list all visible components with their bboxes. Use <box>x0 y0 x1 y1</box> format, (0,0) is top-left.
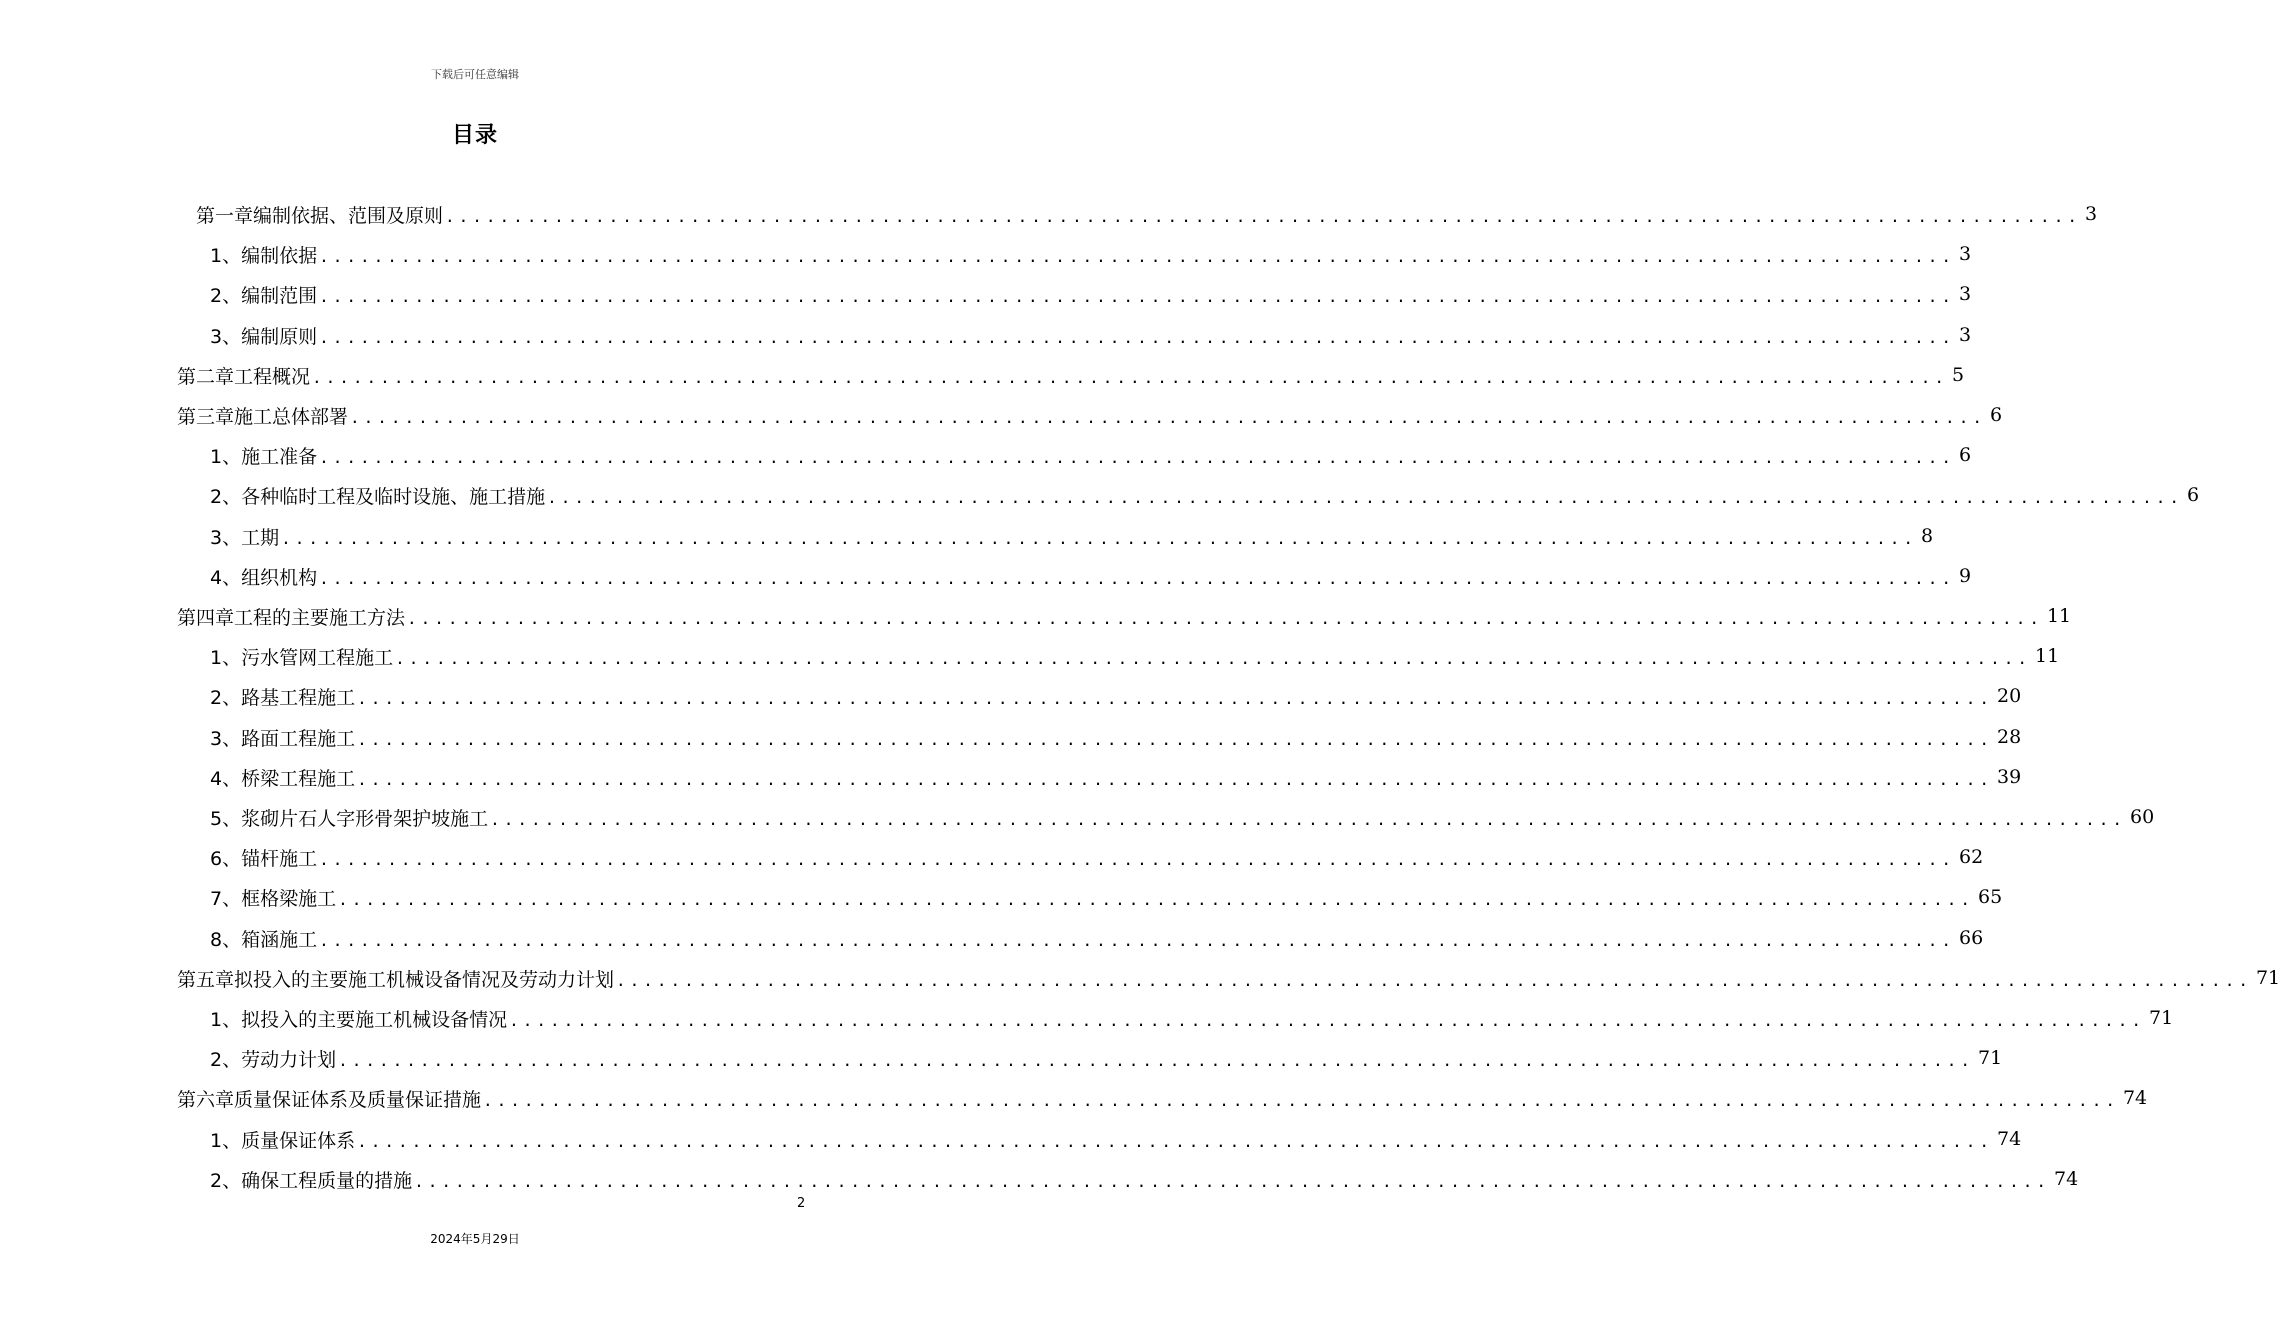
toc-entry-label: 5、浆砌片石人字形骨架护坡施工 <box>210 807 489 830</box>
toc-dot-leader: ........................................................................................................................ <box>483 1091 2119 1110</box>
toc-section-entry[interactable] <box>210 757 2022 797</box>
toc-entry-label: 3、工期 <box>210 526 280 549</box>
toc-dot-leader: ........................................................................................................................ <box>490 810 2127 829</box>
toc-dot-leader: ........................................................................................................................ <box>319 287 1956 306</box>
toc-entry-page: 62 <box>1959 846 1984 868</box>
toc-entry-page: 11 <box>2046 605 2072 627</box>
footer-date: 2024年5月29日 <box>430 1232 520 1246</box>
toc-dot-leader: ........................................................................................................................ <box>319 328 1956 347</box>
toc-entry-page: 74 <box>2054 1168 2079 1190</box>
toc-entry-label: 3、编制原则 <box>210 325 318 348</box>
toc-entry-page: 39 <box>1997 766 2022 788</box>
toc-entry-label: 第二章工程概况 <box>177 365 311 388</box>
toc-entry-page: 6 <box>1959 444 1972 466</box>
toc-entry-label: 1、质量保证体系 <box>210 1129 356 1152</box>
toc-dot-leader: ........................................................................................................................ <box>395 649 2032 668</box>
toc-chapter-entry[interactable] <box>177 596 2072 636</box>
toc-entry-page: 5 <box>1951 364 1965 386</box>
toc-dot-leader: ........................................................................................................................ <box>319 850 1956 869</box>
toc-entry-label: 8、箱涵施工 <box>210 928 318 951</box>
toc-entry-page: 74 <box>1997 1128 2022 1150</box>
toc-dot-leader: ........................................................................................................................ <box>407 609 2043 628</box>
toc-entry-page: 65 <box>1978 886 2003 908</box>
toc-section-entry[interactable] <box>210 877 2003 917</box>
toc-section-entry[interactable] <box>210 475 2200 515</box>
toc-section-entry[interactable] <box>210 1038 2003 1078</box>
toc-dot-leader: ........................................................................................................................ <box>319 569 1956 588</box>
toc-entry-label: 3、路面工程施工 <box>210 727 356 750</box>
header-note: 下载后可任意编辑 <box>431 68 519 81</box>
page-number: 2 <box>797 1196 806 1211</box>
toc-section-entry[interactable] <box>210 998 2174 1038</box>
toc-entry-label: 6、锚杆施工 <box>210 847 318 870</box>
toc-dot-leader: ........................................................................................................................ <box>357 1132 1994 1151</box>
toc-section-entry[interactable] <box>210 1159 2079 1199</box>
toc-dot-leader: ........................................................................................................................ <box>547 488 2184 507</box>
toc-entry-label: 2、编制范围 <box>210 284 318 307</box>
toc-section-entry[interactable] <box>210 315 1972 355</box>
toc-dot-leader: ........................................................................................................................ <box>509 1011 2146 1030</box>
toc-entry-page: 3 <box>2084 203 2098 225</box>
toc-entry-page: 3 <box>1959 283 1972 305</box>
toc-entry-label: 2、确保工程质量的措施 <box>210 1169 413 1192</box>
toc-entry-label: 4、组织机构 <box>210 566 318 589</box>
toc-entry-label: 第一章编制依据、范围及原则 <box>196 204 444 227</box>
toc-section-entry[interactable] <box>210 1119 2022 1159</box>
toc-section-entry[interactable] <box>210 556 1972 596</box>
toc-entry-label: 第六章质量保证体系及质量保证措施 <box>177 1088 482 1111</box>
toc-dot-leader: ........................................................................................................................ <box>616 971 2252 990</box>
toc-entry-page: 3 <box>1959 243 1972 265</box>
toc-chapter-entry[interactable] <box>177 1078 2148 1118</box>
toc-dot-leader: ........................................................................................................................ <box>319 247 1956 266</box>
toc-title: 目录 <box>451 123 498 148</box>
toc-entry-page: 8 <box>1921 525 1934 547</box>
toc-entry-page: 74 <box>2122 1087 2148 1109</box>
toc-section-entry[interactable] <box>210 676 2022 716</box>
toc-entry-page: 20 <box>1997 685 2022 707</box>
toc-chapter-entry[interactable] <box>177 958 2280 998</box>
toc-entry-label: 第五章拟投入的主要施工机械设备情况及劳动力计划 <box>177 968 615 991</box>
toc-entry-label: 2、劳动力计划 <box>210 1048 337 1071</box>
toc-entry-page: 60 <box>2130 806 2155 828</box>
toc-section-entry[interactable] <box>210 837 1984 877</box>
toc-section-entry[interactable] <box>210 636 2060 676</box>
toc-entry-label: 第三章施工总体部署 <box>177 405 349 428</box>
toc-section-entry[interactable] <box>210 516 1934 556</box>
toc-entry-label: 1、编制依据 <box>210 244 318 267</box>
toc-dot-leader: ........................................................................................................................ <box>357 689 1994 708</box>
toc-section-entry[interactable] <box>210 274 1972 314</box>
toc-entry-page: 9 <box>1959 565 1972 587</box>
toc-entry-page: 66 <box>1959 927 1984 949</box>
toc-entry-page: 3 <box>1959 324 1972 346</box>
toc-entry-page: 71 <box>2149 1007 2174 1029</box>
toc-dot-leader: ........................................................................................................................ <box>319 931 1956 950</box>
toc-chapter-entry[interactable] <box>177 395 2003 435</box>
toc-dot-leader: ........................................................................................................................ <box>338 1051 1975 1070</box>
toc-section-entry[interactable] <box>210 918 1984 958</box>
toc-entry-label: 2、路基工程施工 <box>210 686 356 709</box>
toc-chapter-entry[interactable] <box>177 355 1965 395</box>
toc-dot-leader: ........................................................................................................................ <box>281 529 1918 548</box>
toc-dot-leader: ........................................................................................................................ <box>445 207 2081 226</box>
toc-chapter-entry[interactable] <box>196 194 2098 234</box>
toc-entry-page: 71 <box>2255 967 2280 989</box>
toc-section-entry[interactable] <box>210 234 1972 274</box>
toc-entry-label: 第四章工程的主要施工方法 <box>177 606 406 629</box>
toc-entry-label: 1、拟投入的主要施工机械设备情况 <box>210 1008 508 1031</box>
toc-entry-label: 4、桥梁工程施工 <box>210 767 356 790</box>
toc-dot-leader: ........................................................................................................................ <box>414 1172 2051 1191</box>
toc-dot-leader: ........................................................................................................................ <box>350 408 1986 427</box>
toc-section-entry[interactable] <box>210 717 2022 757</box>
toc-dot-leader: ........................................................................................................................ <box>319 448 1956 467</box>
toc-entry-label: 2、各种临时工程及临时设施、施工措施 <box>210 485 546 508</box>
toc-dot-leader: ........................................................................................................................ <box>357 770 1994 789</box>
toc-entry-label: 1、污水管网工程施工 <box>210 646 394 669</box>
toc-dot-leader: ........................................................................................................................ <box>357 730 1994 749</box>
toc-entry-page: 71 <box>1978 1047 2003 1069</box>
toc-section-entry[interactable] <box>210 435 1972 475</box>
toc-entry-page: 11 <box>2035 645 2060 667</box>
toc-entry-page: 6 <box>1989 404 2003 426</box>
toc-entry-label: 1、施工准备 <box>210 445 318 468</box>
toc-section-entry[interactable] <box>210 797 2155 837</box>
toc-dot-leader: ........................................................................................................................ <box>338 890 1975 909</box>
toc-entry-page: 6 <box>2187 484 2200 506</box>
toc-entry-page: 28 <box>1997 726 2022 748</box>
toc-entry-label: 7、框格梁施工 <box>210 887 337 910</box>
toc-dot-leader: ........................................................................................................................ <box>312 368 1948 387</box>
